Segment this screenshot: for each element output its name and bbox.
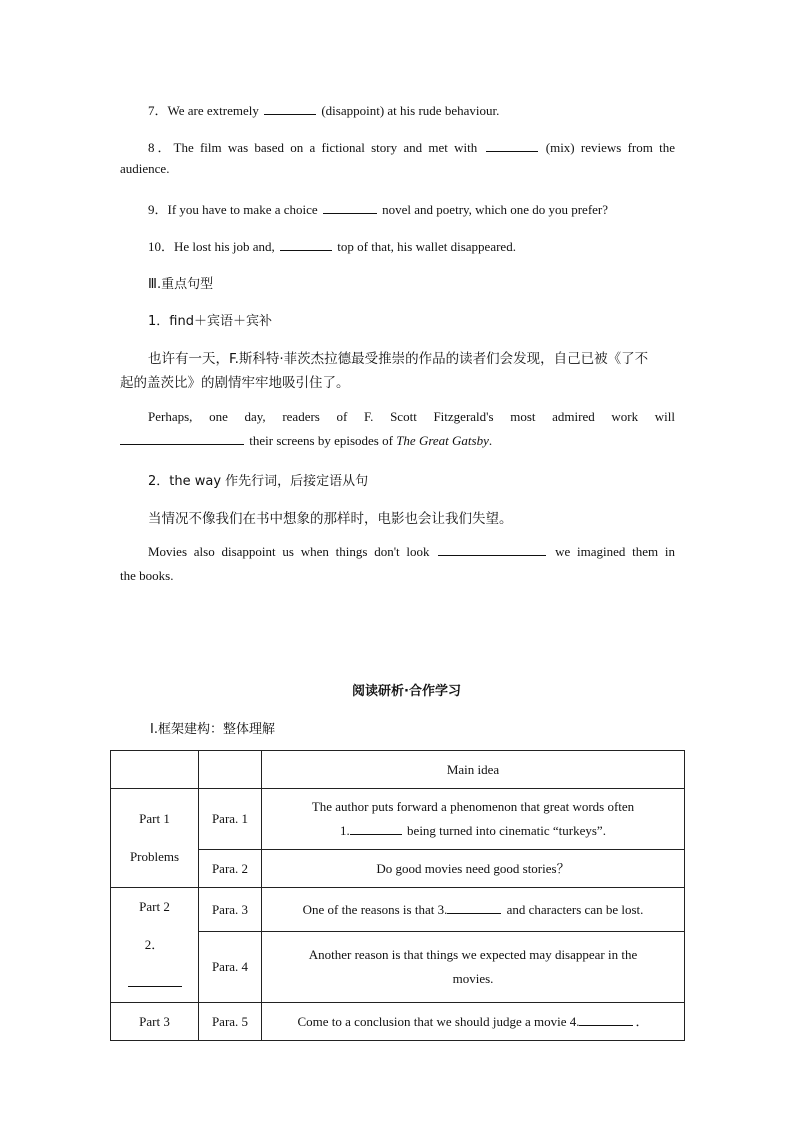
main-idea-text-2 bbox=[268, 819, 678, 843]
exercise-8-line2: audience. bbox=[120, 161, 170, 176]
pattern-2-english-line1 bbox=[120, 544, 675, 560]
table-row bbox=[111, 1003, 685, 1041]
answer-blank[interactable] bbox=[323, 212, 377, 214]
answer-blank[interactable] bbox=[350, 833, 402, 835]
exercise-7 bbox=[148, 100, 499, 119]
answer-blank[interactable] bbox=[264, 113, 316, 115]
header-main-idea: Main idea bbox=[262, 751, 685, 789]
book-title: The Great Gatsby bbox=[396, 433, 489, 448]
main-idea-text-end: being turned into cinematic “turkeys”. bbox=[403, 823, 606, 838]
main-idea-cell: Do good movies need good stories？ bbox=[262, 850, 685, 888]
answer-blank[interactable] bbox=[579, 1024, 633, 1026]
main-idea-cell bbox=[262, 789, 685, 850]
main-idea-cell bbox=[262, 932, 685, 1003]
answer-blank[interactable] bbox=[486, 150, 538, 152]
pattern-1-chinese-line1: 也许有一天，F.斯科特·菲茨杰拉德最受推崇的作品的读者们会发现，自己已被《了不 bbox=[148, 351, 649, 367]
main-idea-text-2: movies. bbox=[452, 971, 494, 987]
answer-blank[interactable] bbox=[447, 912, 501, 914]
exercise-8-line1 bbox=[120, 137, 675, 156]
exercise-10-text: 10．He lost his job and, bbox=[148, 239, 278, 254]
exercise-9 bbox=[148, 199, 608, 218]
blank-number: 1. bbox=[340, 823, 350, 838]
framework-heading: Ⅰ.框架建构：整体理解 bbox=[150, 722, 275, 737]
part-2-sub bbox=[117, 926, 192, 1002]
table-row bbox=[111, 888, 685, 932]
main-idea-text: The author puts forward a phenomenon that great words often bbox=[311, 799, 635, 814]
header-empty-cell bbox=[199, 751, 262, 789]
part-1-cell bbox=[111, 789, 199, 888]
main-idea-text-end: and characters can be lost. bbox=[503, 901, 644, 917]
pattern-2-english-text: Movies also disappoint us when things don't look bbox=[148, 544, 437, 559]
pattern-1-chinese-line2: 起的盖茨比》的剧情牢牢地吸引住了。 bbox=[120, 375, 350, 391]
period: . bbox=[488, 433, 493, 448]
exercise-7-text-end: (disappoint) at his rude behaviour. bbox=[318, 103, 500, 118]
pattern-1-english-text: Perhaps, one day, readers of F. Scott Fitzgerald's most admired work will bbox=[148, 409, 675, 424]
table-header-row bbox=[111, 751, 685, 789]
blank-number: 2． bbox=[144, 937, 165, 952]
framework-table bbox=[110, 750, 685, 1041]
part-3-cell: Part 3 bbox=[111, 1003, 199, 1041]
main-idea-text-end: ． bbox=[635, 1013, 649, 1029]
answer-blank[interactable] bbox=[128, 985, 182, 987]
exercise-10 bbox=[148, 236, 516, 255]
pattern-1-english-line2 bbox=[120, 433, 492, 449]
header-empty-cell bbox=[111, 751, 199, 789]
exercise-7-text: 7．We are extremely bbox=[148, 103, 263, 118]
answer-blank[interactable] bbox=[438, 554, 546, 556]
answer-blank[interactable] bbox=[120, 443, 244, 445]
part-2-label: Part 2 bbox=[139, 899, 170, 914]
answer-blank[interactable] bbox=[280, 249, 332, 251]
exercise-9-text-end: novel and poetry, which one do you prefer? bbox=[378, 202, 609, 217]
pattern-2-english-text-end: we imagined them in bbox=[548, 544, 675, 559]
pattern-2-english-line2: the books. bbox=[120, 568, 174, 583]
exercise-10-text-end: top of that, his wallet disappeared. bbox=[334, 239, 516, 254]
main-idea-cell bbox=[262, 1003, 685, 1041]
main-idea-cell bbox=[262, 888, 685, 932]
exercise-8-text-end: (mix) reviews from the bbox=[539, 140, 675, 155]
para-cell: Para. 4 bbox=[199, 932, 262, 1003]
para-cell: Para. 3 bbox=[199, 888, 262, 932]
exercise-9-text: 9．If you have to make a choice bbox=[148, 202, 321, 217]
section-heading: Ⅲ.重点句型 bbox=[148, 277, 214, 292]
reading-title: 阅读研析·合作学习 bbox=[352, 684, 461, 699]
para-cell: Para. 1 bbox=[199, 789, 262, 850]
para-cell: Para. 2 bbox=[199, 850, 262, 888]
part-1-label: Part 1 bbox=[139, 811, 170, 826]
pattern-2-label: 2．the way 作先行词，后接定语从句 bbox=[148, 474, 369, 489]
part-1-sub: Problems bbox=[129, 849, 180, 864]
main-idea-text: One of the reasons is that 3. bbox=[302, 901, 448, 917]
table-row bbox=[111, 789, 685, 850]
main-idea-text: Another reason is that things we expected may disappear in the bbox=[308, 947, 638, 963]
part-2-cell bbox=[111, 888, 199, 1003]
pattern-1-english-line1 bbox=[120, 409, 675, 425]
pattern-2-chinese: 当情况不像我们在书中想象的那样时，电影也会让我们失望。 bbox=[148, 511, 513, 527]
para-cell: Para. 5 bbox=[199, 1003, 262, 1041]
pattern-1-label: 1．find＋宾语＋宾补 bbox=[148, 314, 272, 329]
pattern-1-english-text-2: their screens by episodes of bbox=[246, 433, 397, 448]
exercise-8-text: 8．The film was based on a fictional story and met with bbox=[148, 140, 484, 155]
main-idea-text: Come to a conclusion that we should judge a movie 4. bbox=[297, 1013, 580, 1029]
